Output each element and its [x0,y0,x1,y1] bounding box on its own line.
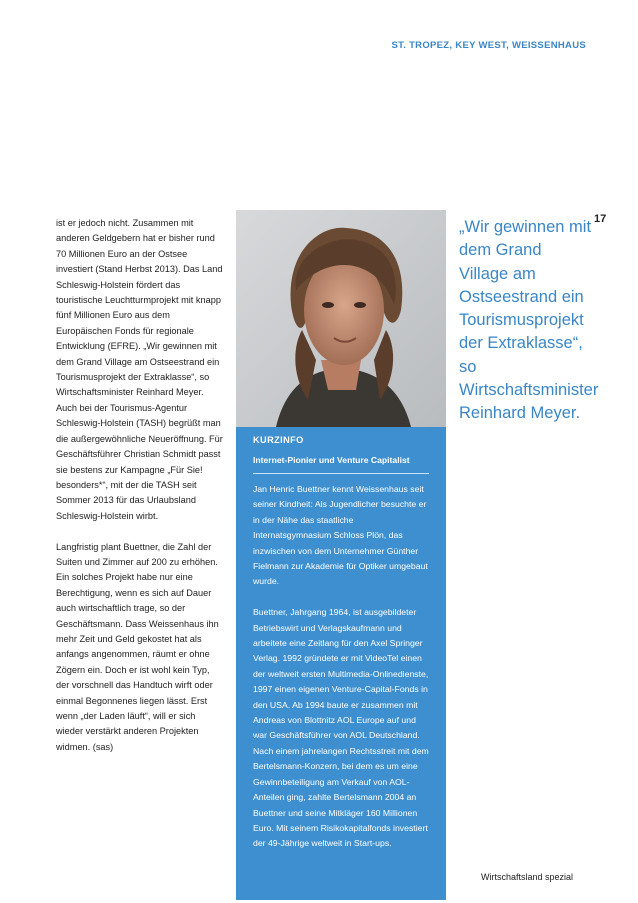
page-number: 17 [594,213,607,225]
kurzinfo-paragraph: Jan Henric Buettner kennt Weissenhaus seit seiner Kindheit: Als Jugendlicher besuchte er in der Nähe das staatliche Internatsgymnasium Schloss Plön, das inzwischen von dem Unternehmer Günther Fielmann zur Akademie für Optiker umgebaut wurde. [253,484,428,587]
portrait-photo [236,210,446,427]
kurzinfo-paragraph: Buettner, Jahrgang 1964, ist ausgebildeter Betriebswirt und Verlagskaufmann und arbeitete eine Zeitlang für den Axel Springer Verlag. 1992 gründete er mit VideoTel einen der weltweit ersten Multimedia-Onlinedienste, 1997 einen eigenen Venture-Capital-Fonds in den USA. Ab 1994 baute er zusammen mit Andreas von Blottnitz AOL Europe auf und war Geschäftsführer von AOL Deutschland. Nach einem jahrelangen Rechtsstreit mit dem Bertelsmann-Konzern, bei dem es um eine Gewinnbeteiligung am Verkauf von AOL-Anteilen ging, zahlte Bertelsmann 2004 an Buettner und seine Mitkläger 160 Millionen Euro. Mit seinem Risikokapitalfonds investiert der 49-Jährige weltweit in Start-ups. [253,607,429,849]
kurzinfo-box [236,427,446,900]
body-paragraph: Langfristig plant Buettner, die Zahl der Suiten und Zimmer auf 200 zu erhöhen. Ein solches Projekt habe nur eine Berechtigung, wenn es sich auf Dauer auch wirtschaftlich trage, so der Geschäftsmann. Dass Weissenhaus ihn mehr Zeit und Geld gekostet hat als anfangs angenommen, räumt er ohne Zögern ein. Doch er ist wohl kein Typ, der vorschnell das Handtuch wirft oder einmal Begonnenes liegen lässt. Erst wenn „der Laden läuft“, will er sich wieder verstärkt anderen Projekten widmen. (sas) [56,541,219,752]
kurzinfo-text [253,482,429,852]
pull-quote: „Wir gewinnen mit dem Grand Village am Ostseestrand ein Tourismusprojekt der Extraklasse“, so Wirtschaftsminister Reinhard Meyer. [459,218,599,423]
footer-publication: Wirtschaftsland spezial [481,872,574,882]
section-header: ST. TROPEZ, KEY WEST, WEISSENHAUS [391,40,586,51]
kurzinfo-title: KURZINFO [253,435,304,445]
body-paragraph: ist er jedoch nicht. Zusammen mit anderen Geldgebern hat er bisher rund 70 Millionen Euro an der Ostsee investiert (Stand Herbst 2013). Das Land Schleswig-Holstein fördert das touristische Leuchtturmprojekt mit knapp fünf Millionen Euro aus dem Europäischen Fonds für regionale Entwicklung (EFRE). „Wir gewinnen mit dem Grand Village am Ostseestrand ein Tourismusprojekt der Extraklasse“, so Wirtschaftsminister Reinhard Meyer. Auch bei der Tourismus-Agentur Schleswig-Holstein (TASH) begrüßt man die außergewöhnliche Neueröffnung. Für Geschäftsführer Christian Schmidt passt sie bestens zur Kampagne „Für Sie! besonders*“, mit der die TASH seit Sommer 2013 für das Urlaubsland Schleswig-Holstein wirbt. [56,218,223,521]
left-column [56,216,224,755]
kurzinfo-subtitle: Internet-Pionier und Venture Capitalist [253,455,410,465]
kurzinfo-divider [253,473,429,474]
